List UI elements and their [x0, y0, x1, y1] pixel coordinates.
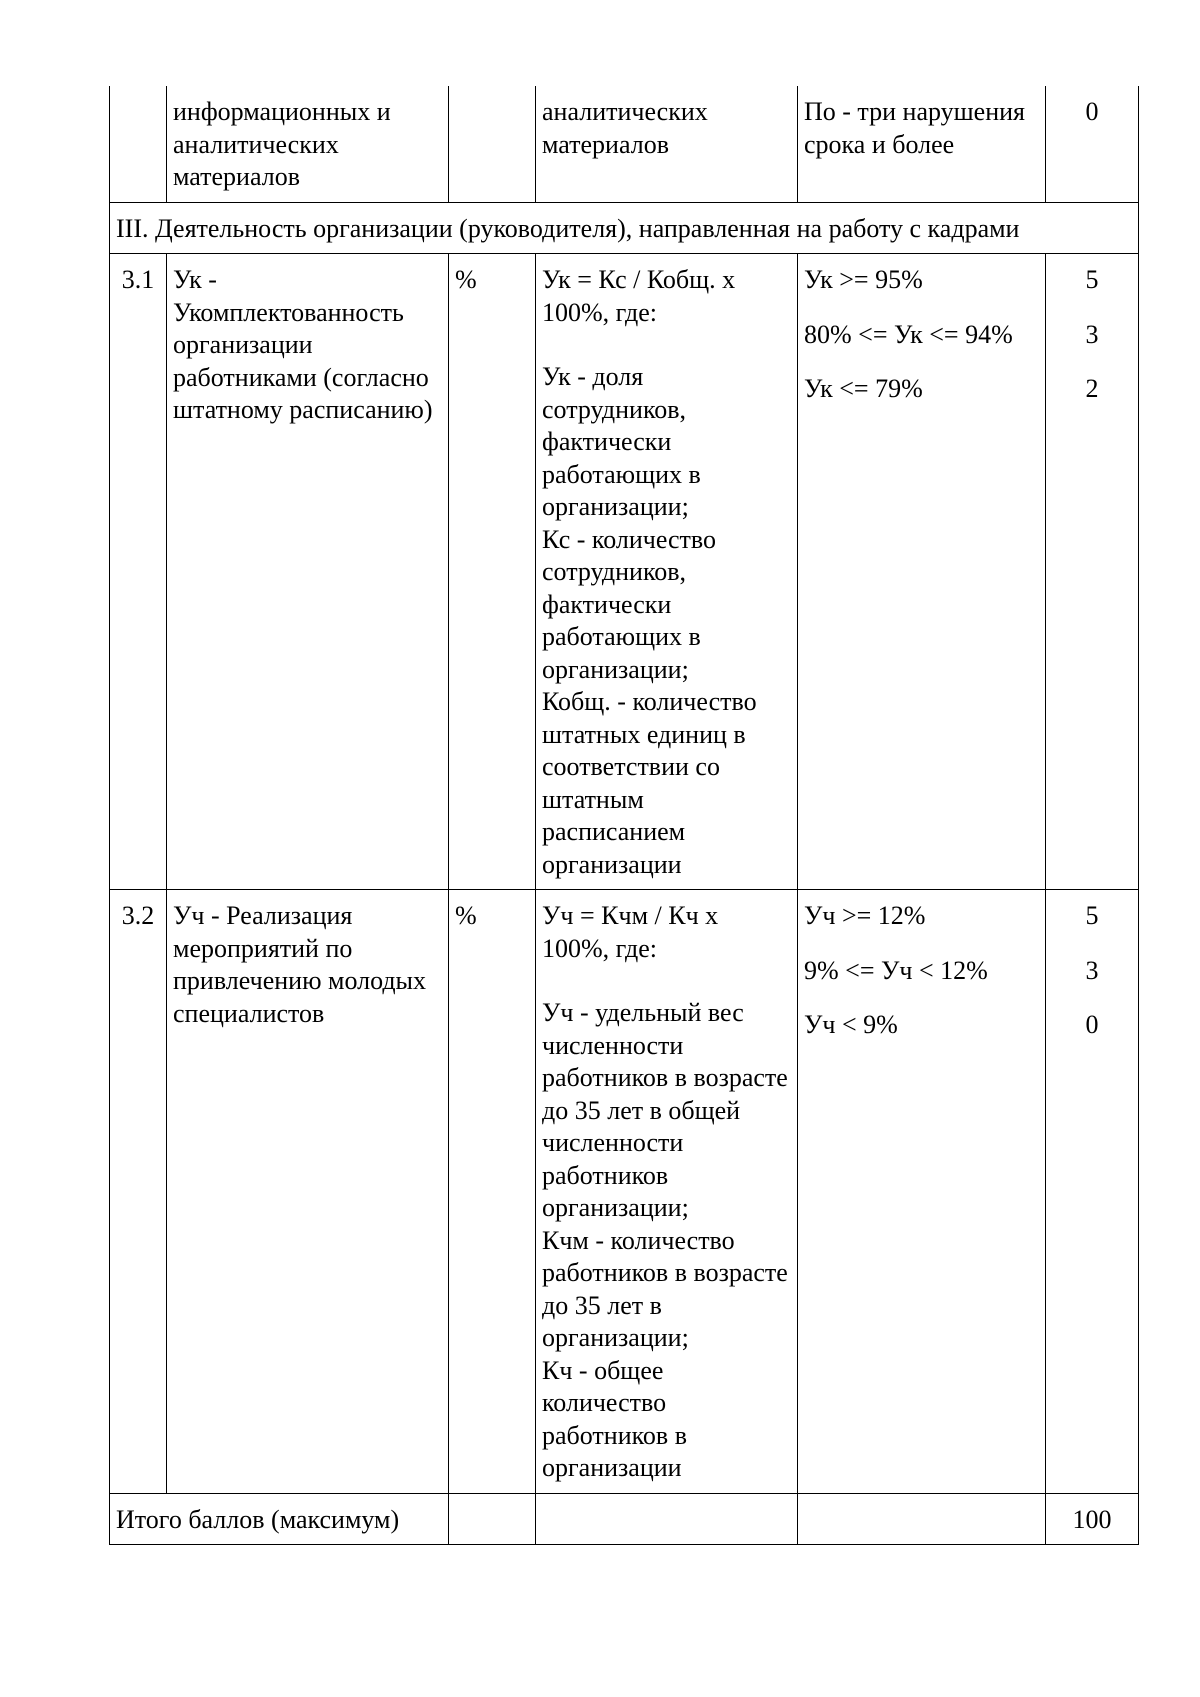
score: 5	[1085, 901, 1099, 930]
unit-cell: %	[449, 890, 536, 1494]
table-row-continuation	[110, 86, 1139, 202]
score-cell	[1046, 890, 1139, 1494]
score: 3	[1085, 955, 1099, 985]
table-row-total	[110, 1493, 1139, 1545]
indicator-name: информационных и аналитических материалов	[167, 86, 449, 202]
row-number: 3.1	[110, 254, 167, 890]
indicator-name: Ук - Укомплектованность организации работниками (согласно штатному расписанию)	[167, 254, 449, 890]
score: 2	[1085, 374, 1099, 403]
formula-main: Уч = Кчм / Кч х 100%, где:	[542, 901, 719, 963]
criteria-cell	[798, 890, 1046, 1494]
row-number: 3.2	[110, 890, 167, 1494]
formula-line: Кс - количество сотрудников, фактически работающих в организации;	[542, 524, 717, 684]
score: 5	[1085, 265, 1099, 294]
formula-main: Ук = Кс / Кобщ. х 100%, где:	[542, 265, 736, 327]
criterion: Ук <= 79%	[804, 374, 923, 403]
criterion: 9% <= Уч < 12%	[804, 955, 988, 985]
score: 3	[1085, 319, 1099, 349]
criteria-table	[109, 86, 1139, 1545]
criterion: Ук >= 95%	[804, 265, 923, 294]
unit-cell	[449, 86, 536, 202]
criterion: 80% <= Ук <= 94%	[804, 319, 1013, 349]
criterion: Уч < 9%	[804, 1010, 898, 1039]
formula-cell	[536, 890, 798, 1494]
total-label: Итого баллов (максимум)	[110, 1493, 449, 1545]
criteria-cell	[798, 254, 1046, 890]
formula-line: Ук - доля сотрудников, фактически работающих в организации;	[542, 362, 701, 521]
total-formula-cell	[536, 1493, 798, 1545]
formula-line: Кобщ. - количество штатных единиц в соответствии со штатным расписанием организации	[542, 687, 757, 879]
table-row-3-2	[110, 890, 1139, 1494]
score-cell	[1046, 86, 1139, 202]
table-row-3-1	[110, 254, 1139, 890]
criteria-cell	[798, 86, 1046, 202]
criterion: Уч >= 12%	[804, 901, 926, 930]
total-score: 100	[1046, 1493, 1139, 1545]
total-criteria-cell	[798, 1493, 1046, 1545]
formula-line: Кч - общее количество работников в организации	[542, 1355, 687, 1482]
unit-cell: %	[449, 254, 536, 890]
score-cell	[1046, 254, 1139, 890]
total-unit-cell	[449, 1493, 536, 1545]
formula-cell: аналитических материалов	[536, 86, 798, 202]
score: 0	[1085, 97, 1099, 126]
score: 0	[1085, 1010, 1099, 1039]
formula-line: Уч - удельный вес численности работников в возрасте до 35 лет в общей численности работников организации;	[542, 998, 788, 1222]
section-header-row	[110, 202, 1139, 254]
formula-cell	[536, 254, 798, 890]
formula-line: Кчм - количество работников в возрасте до 35 лет в организации;	[542, 1225, 788, 1352]
section-title: III. Деятельность организации (руководителя), направленная на работу с кадрами	[110, 202, 1139, 254]
criterion: По - три нарушения срока и более	[804, 97, 1025, 159]
row-number	[110, 86, 167, 202]
indicator-name: Уч - Реализация мероприятий по привлечению молодых специалистов	[167, 890, 449, 1494]
